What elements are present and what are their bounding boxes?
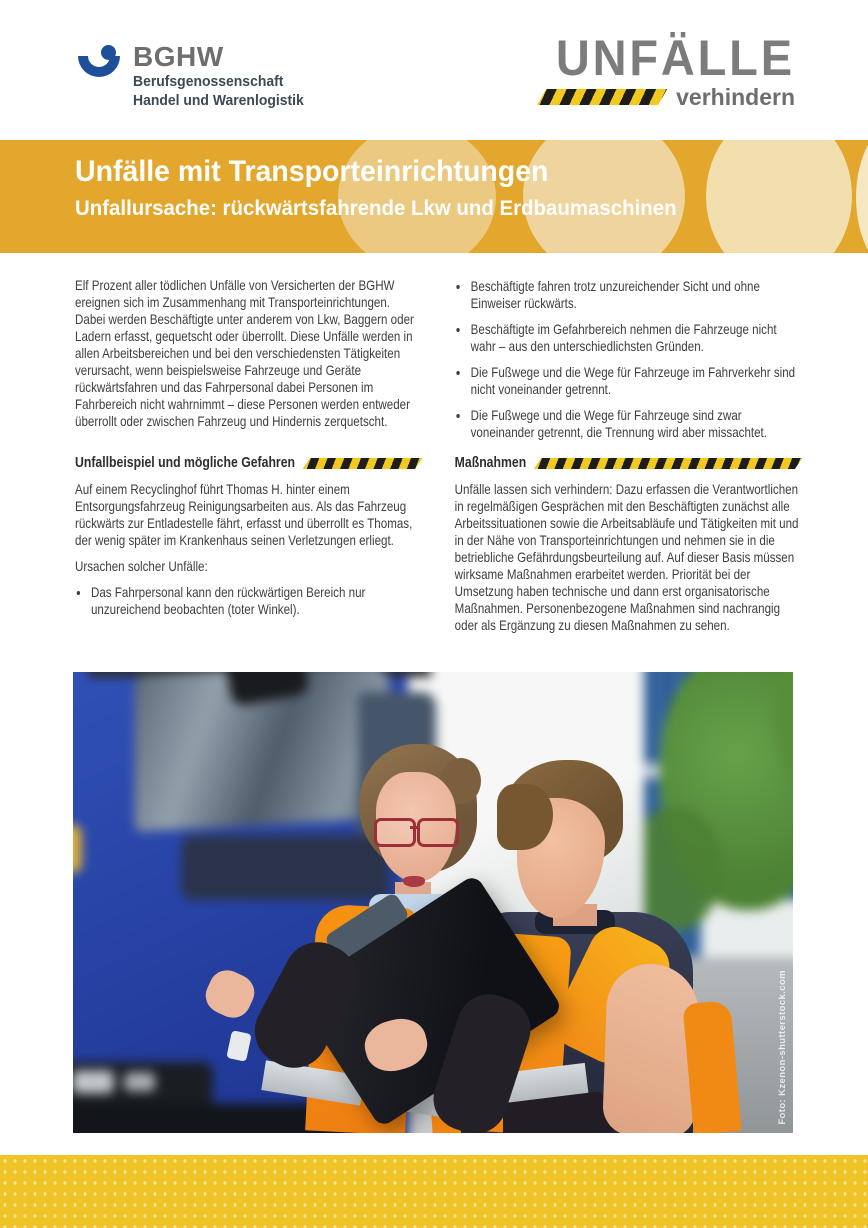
section-measures-heading: Maßnahmen bbox=[454, 455, 527, 471]
banner-circle bbox=[856, 140, 868, 253]
hazard-stripe-icon bbox=[537, 89, 667, 105]
section-example-heading: Unfallbeispiel und mögliche Gefahren bbox=[75, 455, 296, 471]
photo-credit: Foto: Kzenon-shutterstock.com bbox=[777, 970, 788, 1125]
body-columns bbox=[75, 277, 801, 669]
page-subtitle: Unfallursache: rückwärtsfahrende Lkw und Erdbaumaschinen bbox=[75, 196, 677, 220]
man-vest bbox=[682, 1000, 741, 1133]
bghw-acronym: BGHW bbox=[133, 41, 224, 72]
page-title: Unfälle mit Transporteinrichtungen bbox=[75, 155, 549, 188]
intro-paragraph: Elf Prozent aller tödlichen Unfälle von Versicherten der BGHW ereignen sich im Zusammenhang mit Transporteinrichtungen. Dabei werden Beschäftigte unter anderem von Lkw, Baggern oder Ladern erfasst, gequetscht oder überrollt. Diese Unfälle werden in allen Arbeitsbereichen und bei den verschiedensten Tätigkeiten verursacht, wenn beispielsweise Fahrzeuge und Geräte rückwärtsfahren und das Fahrpersonal dabei Personen im Fahrbereich nicht wahrnimmt – diese Personen werden entweder überrollt oder zwischen Fahrzeug und Hindernis zerquetscht. bbox=[75, 278, 414, 429]
list-item: • Beschäftigte fahren trotz unzureichender Sicht und ohne Einweiser rückwärts. bbox=[469, 278, 802, 312]
list-item: • Beschäftigte im Gefahrbereich nehmen die Fahrzeuge nicht wahr – aus den unterschiedlichsten Gründen. bbox=[469, 321, 802, 355]
footer-band bbox=[0, 1155, 868, 1228]
measures-paragraph: Unfälle lassen sich verhindern: Dazu erfassen die Verantwortlichen in regelmäßigen Gesprächen mit den Beschäftigten zunächst alle Arbeitssituationen sowie die Arbeitsabläufe und Tätigkeiten mit und in der Nähe von Transporteinrichtungen und nehmen sie in die betriebliche Gefährdungsbeurteilung auf. Auf dieser Basis müssen wirksame Maßnahmen erarbeitet werden. Priorität bei der Umsetzung haben technische und dann erst organisatorische Maßnahmen. Personenbezogene Maßnahmen sind nachrangig oder als Ergänzung zu diesen Maßnahmen zu sehen. bbox=[454, 482, 799, 633]
banner-circle bbox=[706, 140, 852, 253]
causes-list-right bbox=[455, 278, 803, 441]
woman-mouth bbox=[403, 876, 425, 887]
list-item: • Das Fahrpersonal kann den rückwärtigen Bereich nur unzureichend beobachten (toter Winkel). bbox=[89, 584, 422, 618]
section-measures bbox=[455, 455, 803, 634]
bghw-subline-2: Handel und Warenlogistik bbox=[133, 92, 304, 109]
unfaelle-verhindern-logo bbox=[537, 32, 795, 109]
bghw-logo bbox=[78, 42, 317, 110]
left-column bbox=[75, 277, 423, 669]
section-example bbox=[75, 455, 423, 627]
hazard-stripe-icon bbox=[534, 458, 803, 469]
glasses bbox=[374, 818, 416, 847]
bghw-person-icon bbox=[78, 45, 122, 87]
bghw-logo-text bbox=[133, 42, 317, 110]
campaign-tagline: verhindern bbox=[676, 84, 795, 110]
wristwatch bbox=[226, 1030, 251, 1062]
causes-list-left bbox=[75, 584, 423, 618]
example-paragraph: Auf einem Recyclinghof führt Thomas H. hinter einem Entsorgungsfahrzeug Reinigungsarbeiten aus. Als das Fahrzeug rückwärts zur Entladestelle fährt, erfasst und überrollt es Thomas, der wenig später im Krankenhaus seinen Verletzungen erliegt. bbox=[75, 482, 413, 548]
worksite-photo bbox=[73, 672, 793, 1133]
title-banner bbox=[0, 140, 868, 253]
campaign-word: UNFÄLLE bbox=[555, 30, 795, 86]
glasses bbox=[417, 818, 459, 847]
woman-hand bbox=[200, 964, 260, 1023]
hazard-stripe-icon bbox=[303, 458, 423, 469]
right-column bbox=[455, 277, 803, 669]
causes-label: Ursachen solcher Unfälle: bbox=[75, 559, 208, 574]
list-item: • Die Fußwege und die Wege für Fahrzeuge im Fahrverkehr sind nicht voneinander getrennt. bbox=[469, 364, 802, 398]
list-item: • Die Fußwege und die Wege für Fahrzeuge sind zwar voneinander getrennt, die Trennung wird aber missachtet. bbox=[469, 407, 802, 441]
bghw-subline-1: Berufsgenossenschaft bbox=[133, 73, 284, 90]
photo-foreground bbox=[73, 672, 793, 1133]
